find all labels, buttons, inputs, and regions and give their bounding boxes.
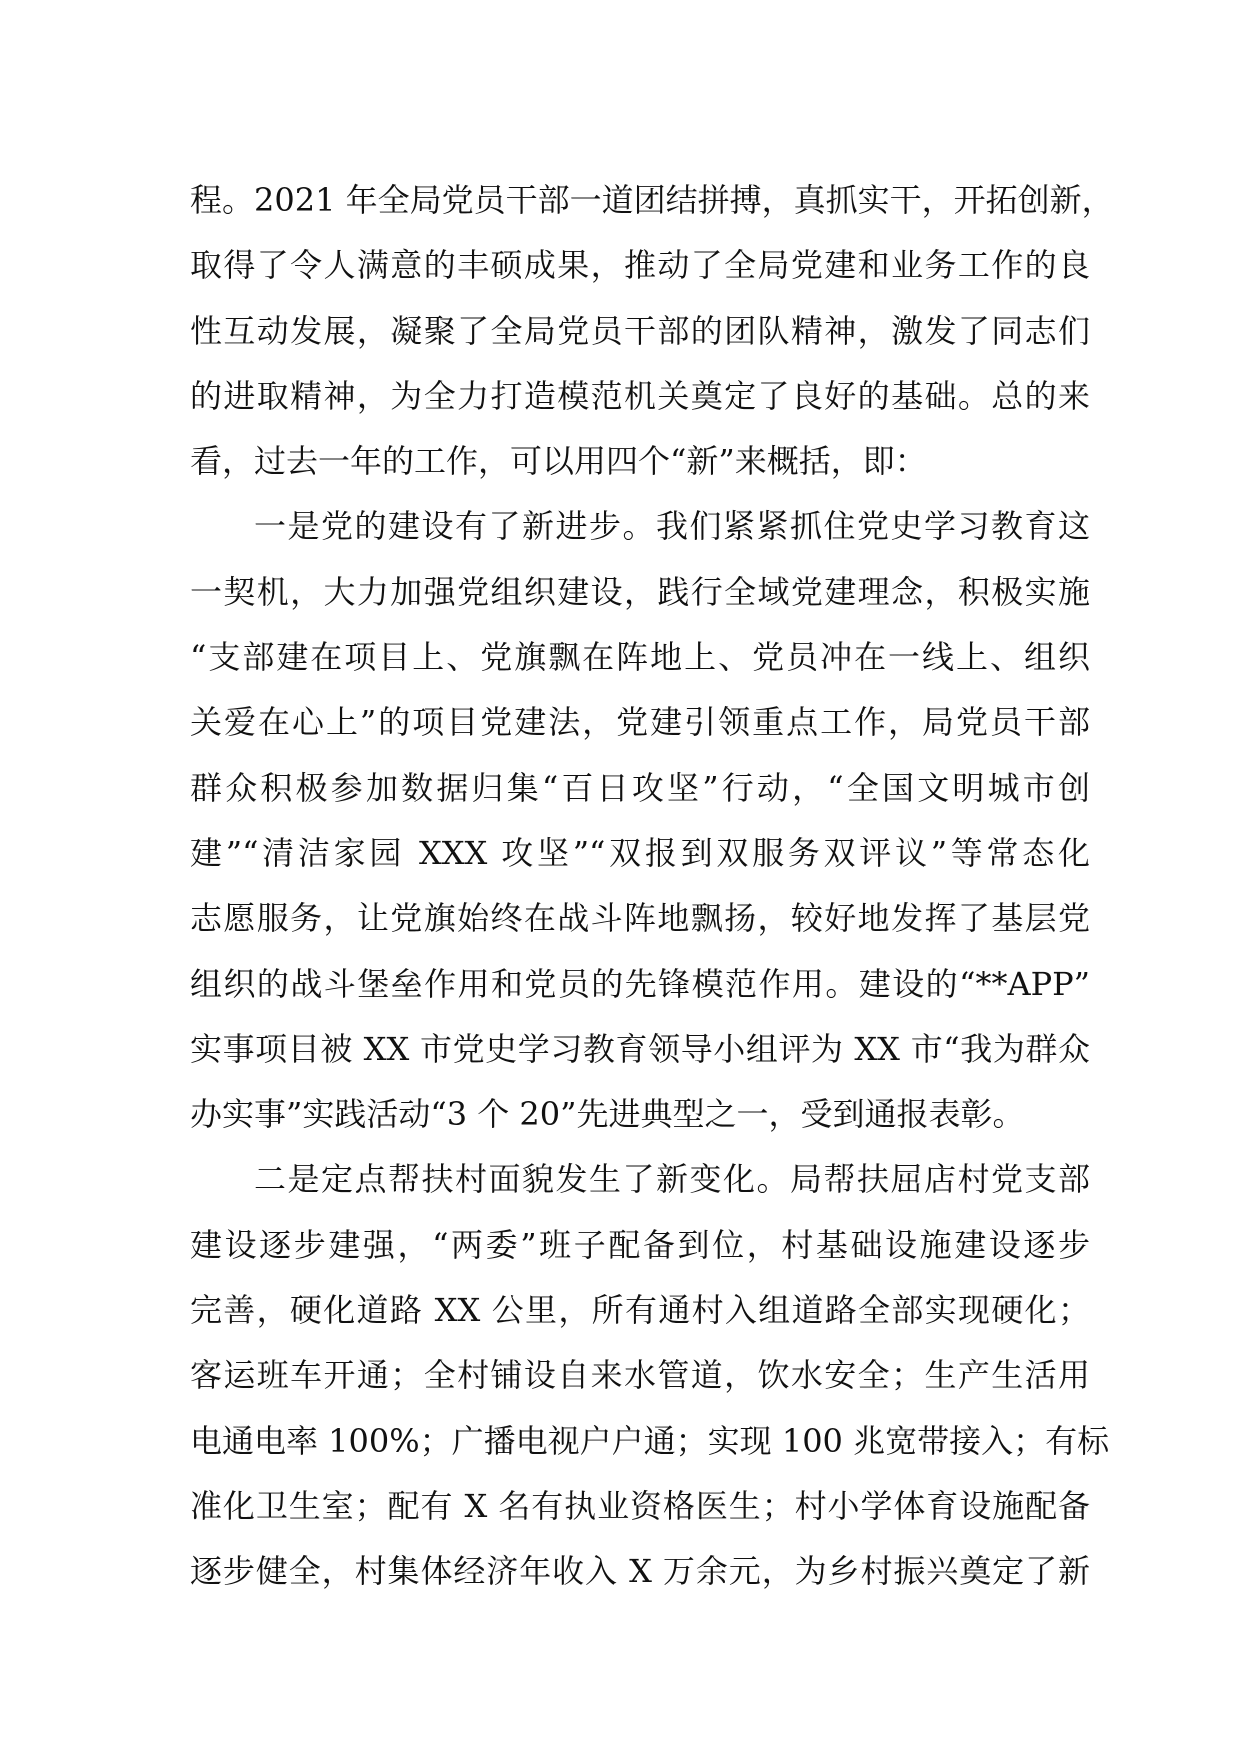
- text-line: 群众积极参加数据归集“百日攻坚”行动，“全国文明城市创: [190, 768, 1090, 807]
- text-line: 实事项目被 XX 市党史学习教育领导小组评为 XX 市“我为群众: [190, 1029, 1090, 1068]
- text-line: 取得了令人满意的丰硕成果，推动了全局党建和业务工作的良: [190, 246, 1090, 285]
- text-line: 一契机，大力加强党组织建设，践行全域党建理念，积极实施: [190, 572, 1090, 611]
- text-line: 一是党的建设有了新进步。我们紧紧抓住党史学习教育这: [254, 507, 1090, 546]
- paragraph-party-building: [190, 494, 1090, 1147]
- document-body: [190, 168, 1114, 1605]
- text-line: 完善，硬化道路 XX 公里，所有通村入组道路全部实现硬化；: [190, 1291, 1090, 1330]
- paragraph-continuation: [190, 168, 1114, 494]
- text-line: 关爱在心上”的项目党建法，党建引领重点工作，局党员干部: [190, 703, 1090, 742]
- text-line: 逐步健全，村集体经济年收入 X 万余元，为乡村振兴奠定了新: [190, 1552, 1090, 1591]
- text-line: 志愿服务，让党旗始终在战斗阵地飘扬，较好地发挥了基层党: [190, 899, 1090, 938]
- text-line: 建设逐步建强，“两委”班子配备到位，村基础设施建设逐步: [190, 1225, 1090, 1264]
- text-line: 性互动发展，凝聚了全局党员干部的团队精神，激发了同志们: [190, 311, 1090, 350]
- text-line: 看，过去一年的工作，可以用四个“新”来概括，即：: [190, 442, 927, 481]
- text-line: 客运班车开通；全村铺设自来水管道，饮水安全；生产生活用: [190, 1356, 1090, 1395]
- text-line: 准化卫生室；配有 X 名有执业资格医生；村小学体育设施配备: [190, 1486, 1090, 1525]
- paragraph-village-assistance: [190, 1147, 1110, 1604]
- text-line: 电通电率 100%；广播电视户户通；实现 100 兆宽带接入；有标: [190, 1421, 1110, 1460]
- text-line: 建”“清洁家园 XXX 攻坚”“双报到双服务双评议”等常态化: [190, 833, 1090, 872]
- text-line: 的进取精神，为全力打造模范机关奠定了良好的基础。总的来: [190, 376, 1090, 415]
- text-line: 程。2021 年全局党员干部一道团结拼搏，真抓实干，开拓创新，: [190, 181, 1114, 219]
- text-line: 办实事”实践活动“3 个 20”先进典型之一，受到通报表彰。: [190, 1095, 1025, 1134]
- text-line: 组织的战斗堡垒作用和党员的先锋模范作用。建设的“**APP”: [190, 964, 1090, 1003]
- text-line: 二是定点帮扶村面貌发生了新变化。局帮扶屈店村党支部: [254, 1160, 1090, 1199]
- text-line: “支部建在项目上、党旗飘在阵地上、党员冲在一线上、组织: [190, 638, 1090, 677]
